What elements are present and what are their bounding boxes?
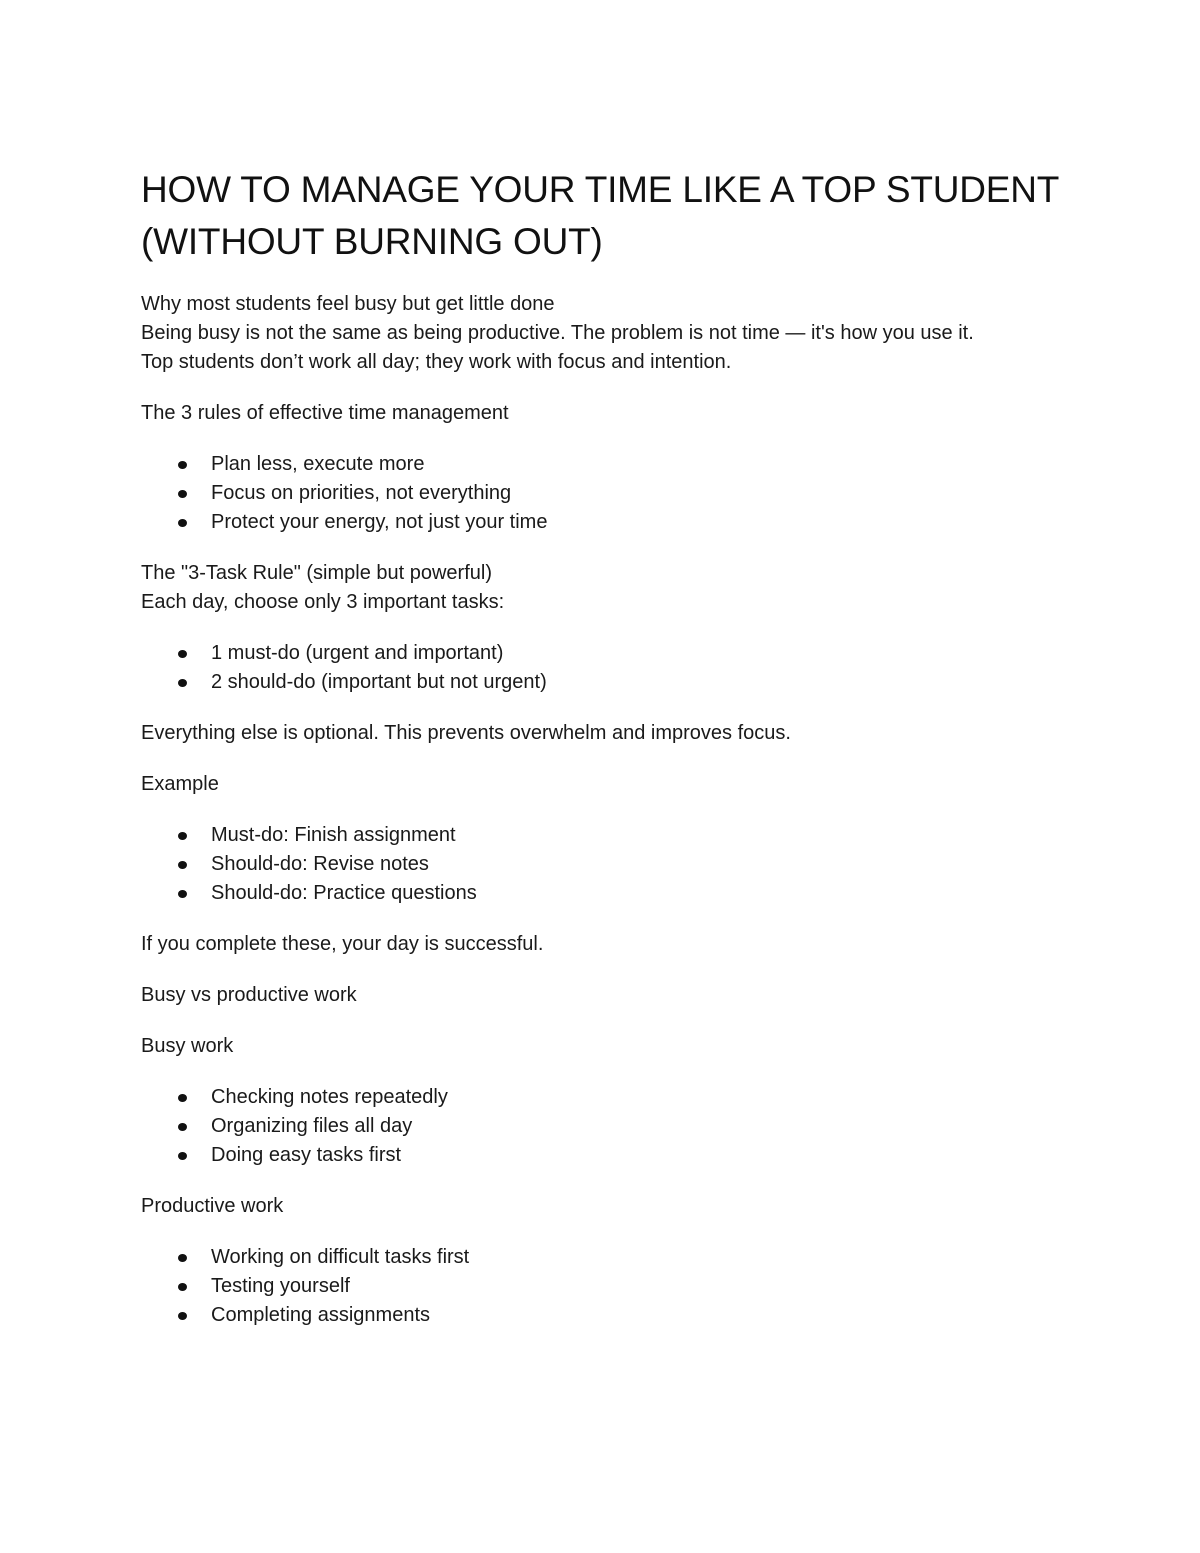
document-body — [141, 164, 1081, 1352]
list-item: Focus on priorities, not everything — [141, 479, 1081, 508]
list-item: 1 must-do (urgent and important) — [141, 639, 1081, 668]
bullet-icon — [178, 1283, 187, 1291]
productive-work-list — [141, 1243, 1081, 1330]
bullet-icon — [178, 1123, 187, 1131]
list-item: Checking notes repeatedly — [141, 1083, 1081, 1112]
bullet-icon — [178, 1152, 187, 1160]
example-list — [141, 821, 1081, 908]
list-item: Must-do: Finish assignment — [141, 821, 1081, 850]
bullet-icon — [178, 519, 187, 527]
document-title: HOW TO MANAGE YOUR TIME LIKE A TOP STUDENT (WITHOUT BURNING OUT) — [141, 169, 1059, 262]
bullet-icon — [178, 679, 187, 687]
list-item: Should-do: Practice questions — [141, 879, 1081, 908]
list-item: Protect your energy, not just your time — [141, 508, 1081, 537]
bullet-icon — [178, 461, 187, 469]
busy-work-heading: Busy work — [141, 1035, 234, 1057]
intro-line-2: Top students don’t work all day; they work with focus and intention. — [141, 351, 732, 373]
bullet-icon — [178, 832, 187, 840]
three-task-note: Everything else is optional. This prevents overwhelm and improves focus. — [141, 722, 791, 744]
list-item: Completing assignments — [141, 1301, 1081, 1330]
list-item: 2 should-do (important but not urgent) — [141, 668, 1081, 697]
bullet-icon — [178, 650, 187, 658]
three-task-subheading: Each day, choose only 3 important tasks: — [141, 591, 505, 613]
intro-heading: Why most students feel busy but get little done — [141, 293, 555, 315]
bullet-icon — [178, 490, 187, 498]
list-item: Doing easy tasks first — [141, 1141, 1081, 1170]
example-note: If you complete these, your day is successful. — [141, 933, 544, 955]
rules-heading: The 3 rules of effective time management — [141, 402, 509, 424]
list-item: Testing yourself — [141, 1272, 1081, 1301]
intro-line-1: Being busy is not the same as being productive. The problem is not time — it's how you use it. — [141, 322, 974, 344]
list-item: Working on difficult tasks first — [141, 1243, 1081, 1272]
three-task-list — [141, 639, 1081, 697]
bullet-icon — [178, 1094, 187, 1102]
example-heading: Example — [141, 773, 219, 795]
list-item: Organizing files all day — [141, 1112, 1081, 1141]
comparison-heading: Busy vs productive work — [141, 984, 357, 1006]
rules-list — [141, 450, 1081, 537]
busy-work-list — [141, 1083, 1081, 1170]
list-item: Plan less, execute more — [141, 450, 1081, 479]
three-task-heading: The "3-Task Rule" (simple but powerful) — [141, 562, 492, 584]
list-item: Should-do: Revise notes — [141, 850, 1081, 879]
bullet-icon — [178, 1312, 187, 1320]
intro-section — [141, 290, 1081, 377]
bullet-icon — [178, 861, 187, 869]
bullet-icon — [178, 890, 187, 898]
productive-work-heading: Productive work — [141, 1195, 284, 1217]
bullet-icon — [178, 1254, 187, 1262]
